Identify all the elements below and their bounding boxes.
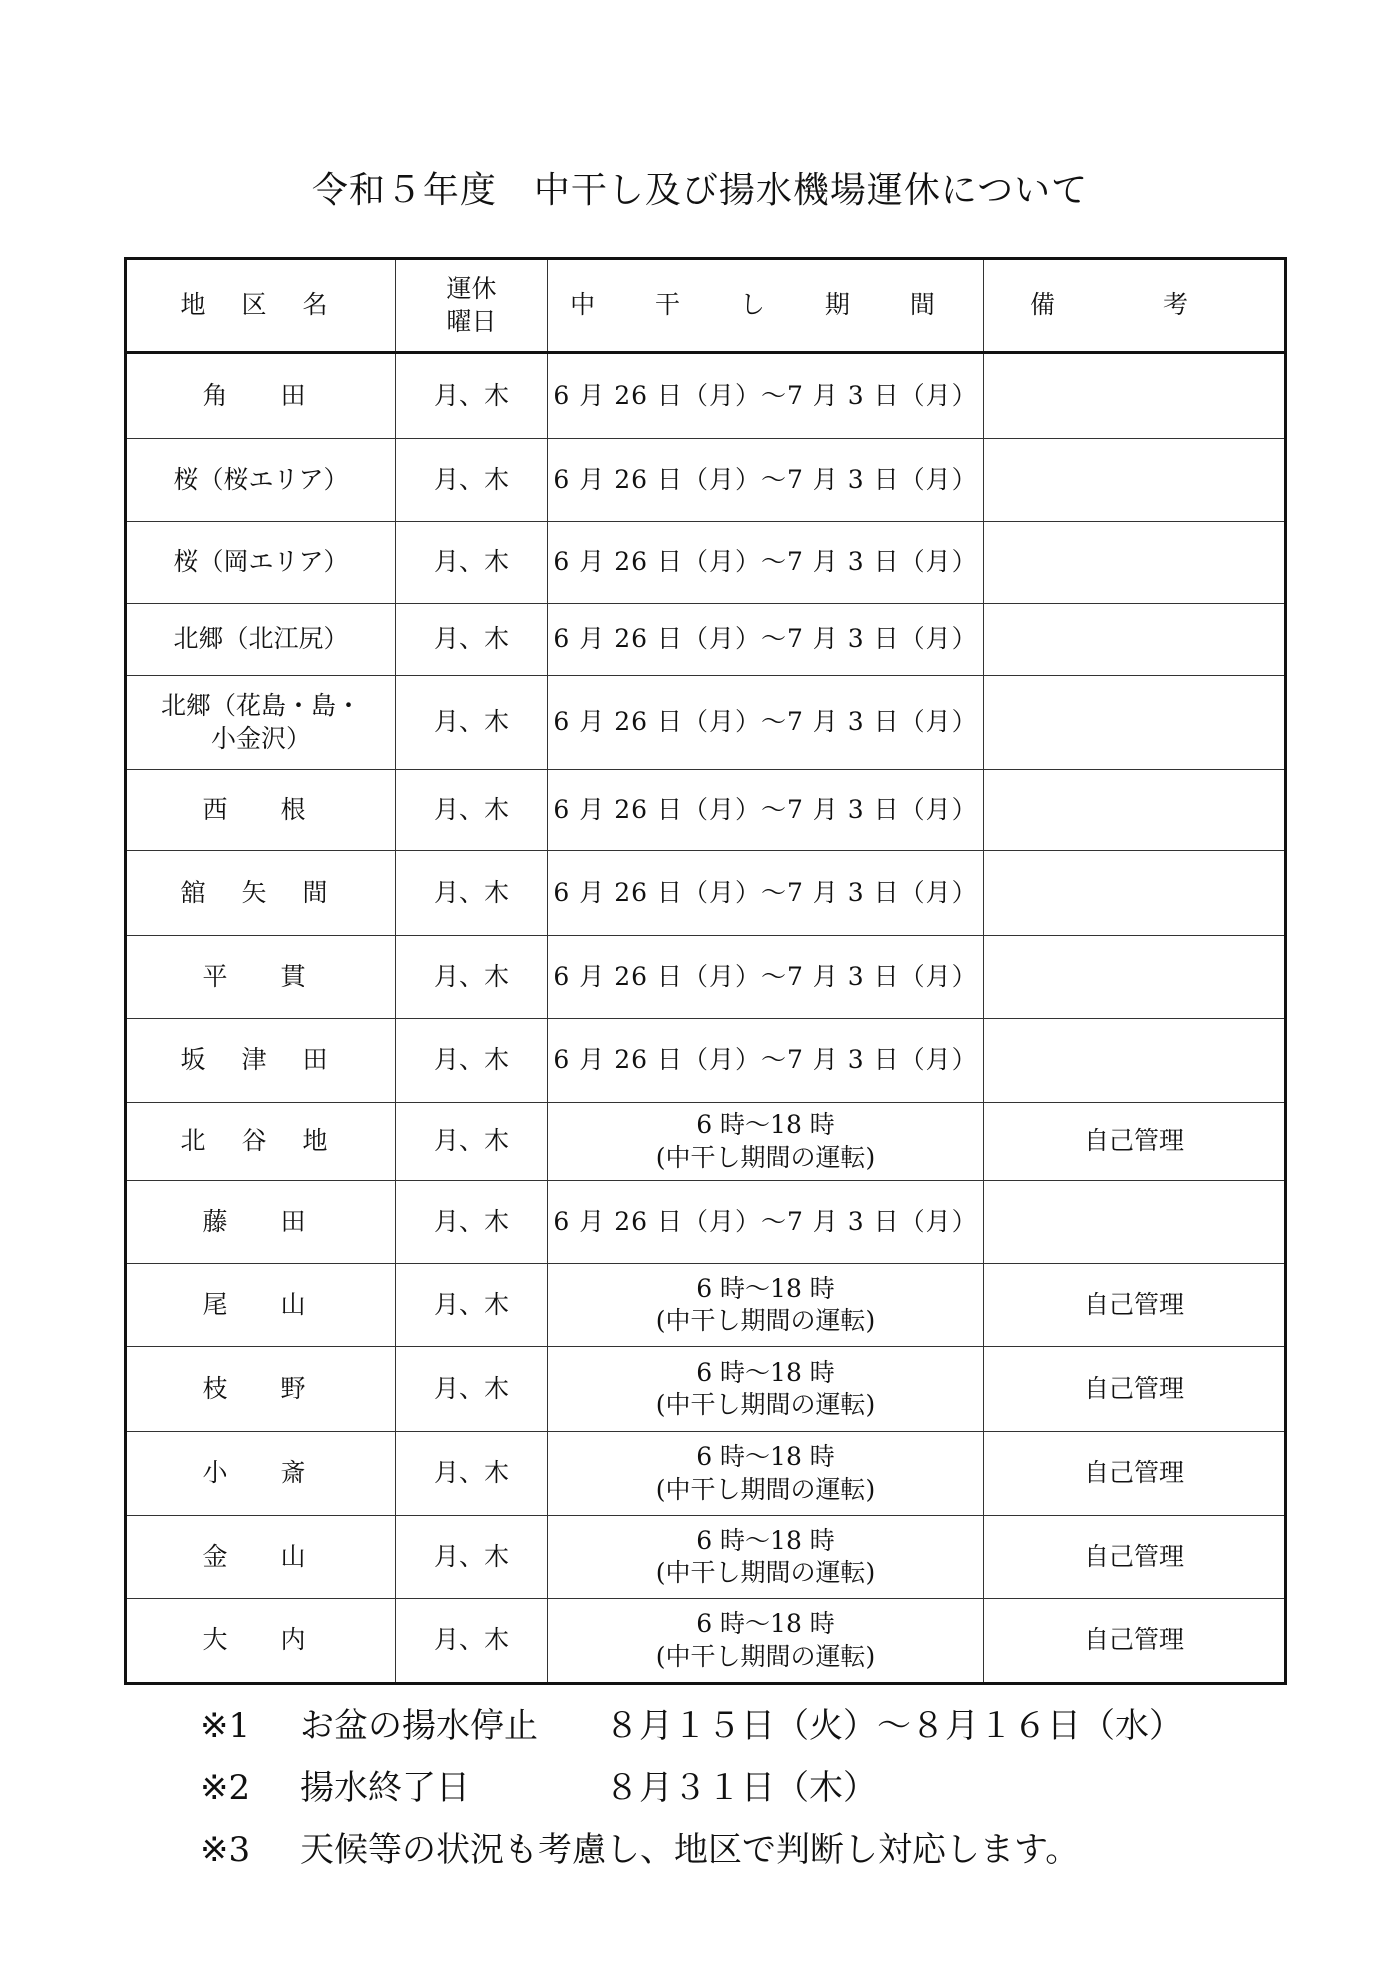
day-cell: 月、木 [396, 353, 548, 439]
day-cell: 月、木 [396, 936, 548, 1019]
day-cell: 月、木 [396, 1181, 548, 1264]
remark-cell [984, 851, 1286, 936]
header-day-line1: 運休 [446, 274, 497, 303]
remark-cell: 自己管理 [984, 1599, 1286, 1684]
note-mark: ※3 [200, 1830, 251, 1870]
remark-cell [984, 1181, 1286, 1264]
period-cell: 6 月 26 日（月）～7 月 3 日（月） [548, 851, 984, 936]
remark-cell [984, 936, 1286, 1019]
area-cell: 小 斎 [126, 1432, 396, 1516]
remark-cell: 自己管理 [984, 1347, 1286, 1432]
table-row [126, 1264, 1286, 1347]
note-mark: ※2 [200, 1768, 251, 1808]
remark-cell [984, 522, 1286, 604]
period-cell: 6 月 26 日（月）～7 月 3 日（月） [548, 353, 984, 439]
period-hours-line: 6 時～18 時 [696, 1609, 835, 1638]
note-3 [200, 1819, 1183, 1881]
table-row [126, 522, 1286, 604]
period-cell: 6 月 26 日（月）～7 月 3 日（月） [548, 770, 984, 851]
period-note-line: (中干し期間の運転) [655, 1641, 876, 1671]
remark-cell [984, 604, 1286, 676]
area-cell: 北郷（北江尻） [126, 604, 396, 676]
period-cell [548, 1432, 984, 1516]
table-row [126, 439, 1286, 522]
header-day-line2: 曜日 [446, 306, 497, 336]
day-cell: 月、木 [396, 1347, 548, 1432]
day-cell: 月、木 [396, 439, 548, 522]
area-cell: 尾 山 [126, 1264, 396, 1347]
day-cell: 月、木 [396, 1103, 548, 1181]
period-cell: 6 月 26 日（月）～7 月 3 日（月） [548, 439, 984, 522]
period-hours-line: 6 時～18 時 [696, 1525, 835, 1555]
table-row [126, 1103, 1286, 1181]
area-cell: 藤 田 [126, 1181, 396, 1264]
header-remark-label: 備 考 [1030, 290, 1238, 320]
area-line1: 北郷（花島・島・ [160, 691, 361, 720]
note-label: 揚水終了日 [300, 1768, 470, 1808]
period-note-line: (中干し期間の運転) [655, 1306, 876, 1335]
period-cell: 6 月 26 日（月）～7 月 3 日（月） [548, 676, 984, 770]
note-label: お盆の揚水停止 [300, 1706, 538, 1746]
table-row [126, 604, 1286, 676]
period-note-line: (中干し期間の運転) [655, 1390, 876, 1419]
day-cell: 月、木 [396, 1264, 548, 1347]
day-cell: 月、木 [396, 676, 548, 770]
table-row [126, 936, 1286, 1019]
day-cell: 月、木 [396, 1019, 548, 1103]
header-day [396, 259, 548, 353]
notes [200, 1695, 1183, 1881]
table-row [126, 1432, 1286, 1516]
remark-cell: 自己管理 [984, 1432, 1286, 1516]
day-cell: 月、木 [396, 770, 548, 851]
area-cell: 枝 野 [126, 1347, 396, 1432]
table-row [126, 851, 1286, 936]
day-cell: 月、木 [396, 604, 548, 676]
table-row [126, 1599, 1286, 1684]
remark-cell: 自己管理 [984, 1103, 1286, 1181]
area-cell: 西 根 [126, 770, 396, 851]
period-cell: 6 月 26 日（月）～7 月 3 日（月） [548, 604, 984, 676]
table-row [126, 353, 1286, 439]
area-cell: 桜（桜エリア） [126, 439, 396, 522]
period-cell: 6 月 26 日（月）～7 月 3 日（月） [548, 1181, 984, 1264]
period-hours-line: 6 時～18 時 [696, 1357, 835, 1387]
header-period [548, 259, 984, 353]
period-cell [548, 1599, 984, 1684]
day-cell: 月、木 [396, 1516, 548, 1599]
remark-cell [984, 353, 1286, 439]
area-cell: 大 内 [126, 1599, 396, 1684]
remark-cell: 自己管理 [984, 1516, 1286, 1599]
area-cell: 金 山 [126, 1516, 396, 1599]
period-note-line: (中干し期間の運転) [655, 1558, 876, 1587]
period-hours-line: 6 時～18 時 [696, 1110, 835, 1139]
remark-cell [984, 676, 1286, 770]
header-period-label: 中 干 し 期 間 [570, 290, 961, 320]
period-cell [548, 1516, 984, 1599]
period-note-line: (中干し期間の運転) [655, 1474, 876, 1504]
area-cell: 桜（岡エリア） [126, 522, 396, 604]
area-cell: 北 谷 地 [126, 1103, 396, 1181]
note-1 [200, 1695, 1183, 1757]
note-value: ８月３１日（木） [605, 1768, 877, 1808]
remark-cell [984, 439, 1286, 522]
table-row [126, 1019, 1286, 1103]
area-cell: 平 貫 [126, 936, 396, 1019]
note-value: ８月１５日（火）～８月１６日（水） [605, 1706, 1183, 1746]
area-cell: 舘 矢 間 [126, 851, 396, 936]
period-cell [548, 1103, 984, 1181]
note-text: 天候等の状況も考慮し、地区で判断し対応します。 [300, 1830, 1080, 1870]
day-cell: 月、木 [396, 851, 548, 936]
schedule-table [124, 257, 1287, 1685]
day-cell: 月、木 [396, 1599, 548, 1684]
period-cell [548, 1347, 984, 1432]
area-line2: 小金沢） [210, 723, 311, 753]
period-hours-line: 6 時～18 時 [696, 1273, 835, 1303]
area-cell: 坂 津 田 [126, 1019, 396, 1103]
remark-cell [984, 1019, 1286, 1103]
note-2 [200, 1757, 1183, 1819]
table-row [126, 770, 1286, 851]
table-row [126, 1347, 1286, 1432]
header-area-label: 地 区 名 [180, 290, 342, 320]
remark-cell [984, 770, 1286, 851]
remark-cell: 自己管理 [984, 1264, 1286, 1347]
table-header-row [126, 259, 1286, 353]
table-row [126, 676, 1286, 770]
period-hours-line: 6 時～18 時 [696, 1442, 835, 1471]
period-cell: 6 月 26 日（月）～7 月 3 日（月） [548, 522, 984, 604]
period-cell [548, 1264, 984, 1347]
area-cell: 角 田 [126, 353, 396, 439]
header-remark [984, 259, 1286, 353]
page-title: 令和５年度 中干し及び揚水機場運休について [311, 170, 1089, 211]
period-note-line: (中干し期間の運転) [655, 1142, 876, 1172]
period-cell: 6 月 26 日（月）～7 月 3 日（月） [548, 1019, 984, 1103]
table-row [126, 1181, 1286, 1264]
day-cell: 月、木 [396, 1432, 548, 1516]
note-mark: ※1 [200, 1706, 251, 1746]
header-area [126, 259, 396, 353]
day-cell: 月、木 [396, 522, 548, 604]
area-cell [126, 676, 396, 770]
period-cell: 6 月 26 日（月）～7 月 3 日（月） [548, 936, 984, 1019]
table-row [126, 1516, 1286, 1599]
